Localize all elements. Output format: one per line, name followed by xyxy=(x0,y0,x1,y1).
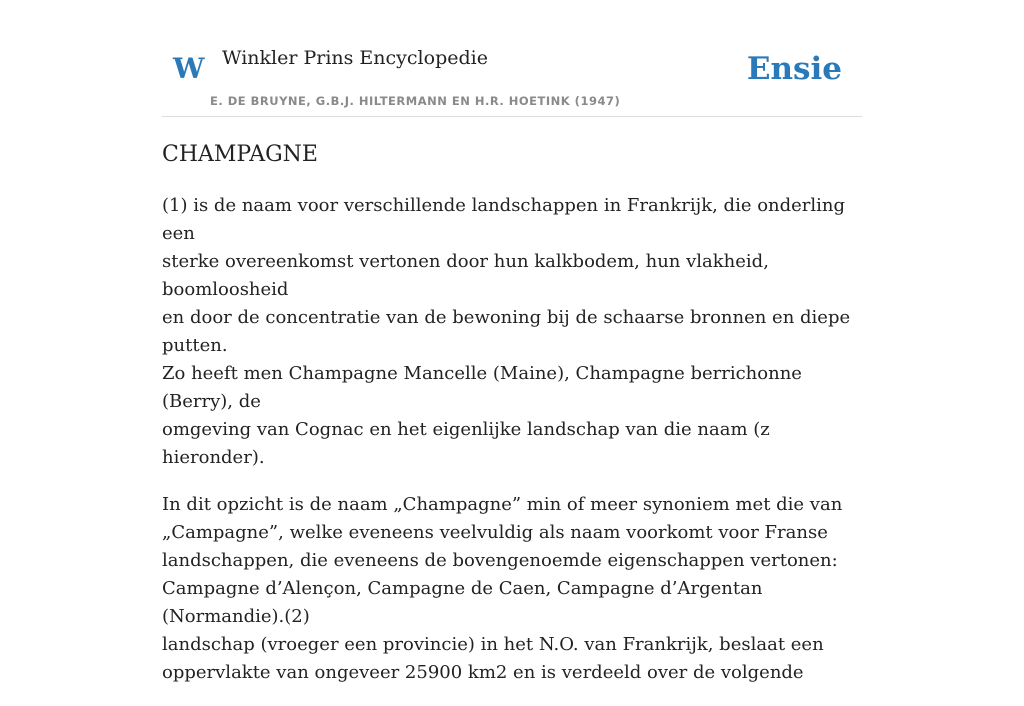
article-title: CHAMPAGNE xyxy=(162,142,318,167)
page xyxy=(162,0,862,683)
book-logo[interactable]: W xyxy=(173,52,205,85)
book-authors: E. DE BRUYNE, G.B.J. HILTERMANN EN H.R. HOETINK (1947) xyxy=(210,94,621,108)
article-paragraph: (1) is de naam voor verschillende landschappen in Frankrijk, die onderling een sterke overeenkomst vertonen door hun kalkbodem, hun vlakheid, boomloosheid en door de concentratie van de bewoning bij de schaarse bronnen en diepe putten. Zo heeft men Champagne Mancelle (Maine), Champagne berrichonne (Berry), de omgeving van Cognac en het eigenlijke landschap van die naam (z hieronder). xyxy=(162,195,851,468)
book-title[interactable]: Winkler Prins Encyclopedie xyxy=(222,47,488,69)
site-header xyxy=(162,0,862,117)
article-body xyxy=(162,192,862,706)
ensie-logo-link[interactable]: Ensie xyxy=(746,51,842,87)
article-paragraph: In dit opzicht is de naam „Champagne” min of meer synoniem met die van „Campagne”, welke eveneens veelvuldig als naam voorkomt voor Franse landschappen, die eveneens de bovengenoemde eigenschappen vertonen: Campagne d’Alençon, Campagne de Caen, Campagne d’Argentan (Normandie).(2) landschap (vroeger een provincie) in het N.O. van Frankrijk, beslaat een oppervlakte van ongeveer 25900 km2 en is verdeeld over de volgende xyxy=(162,494,843,683)
